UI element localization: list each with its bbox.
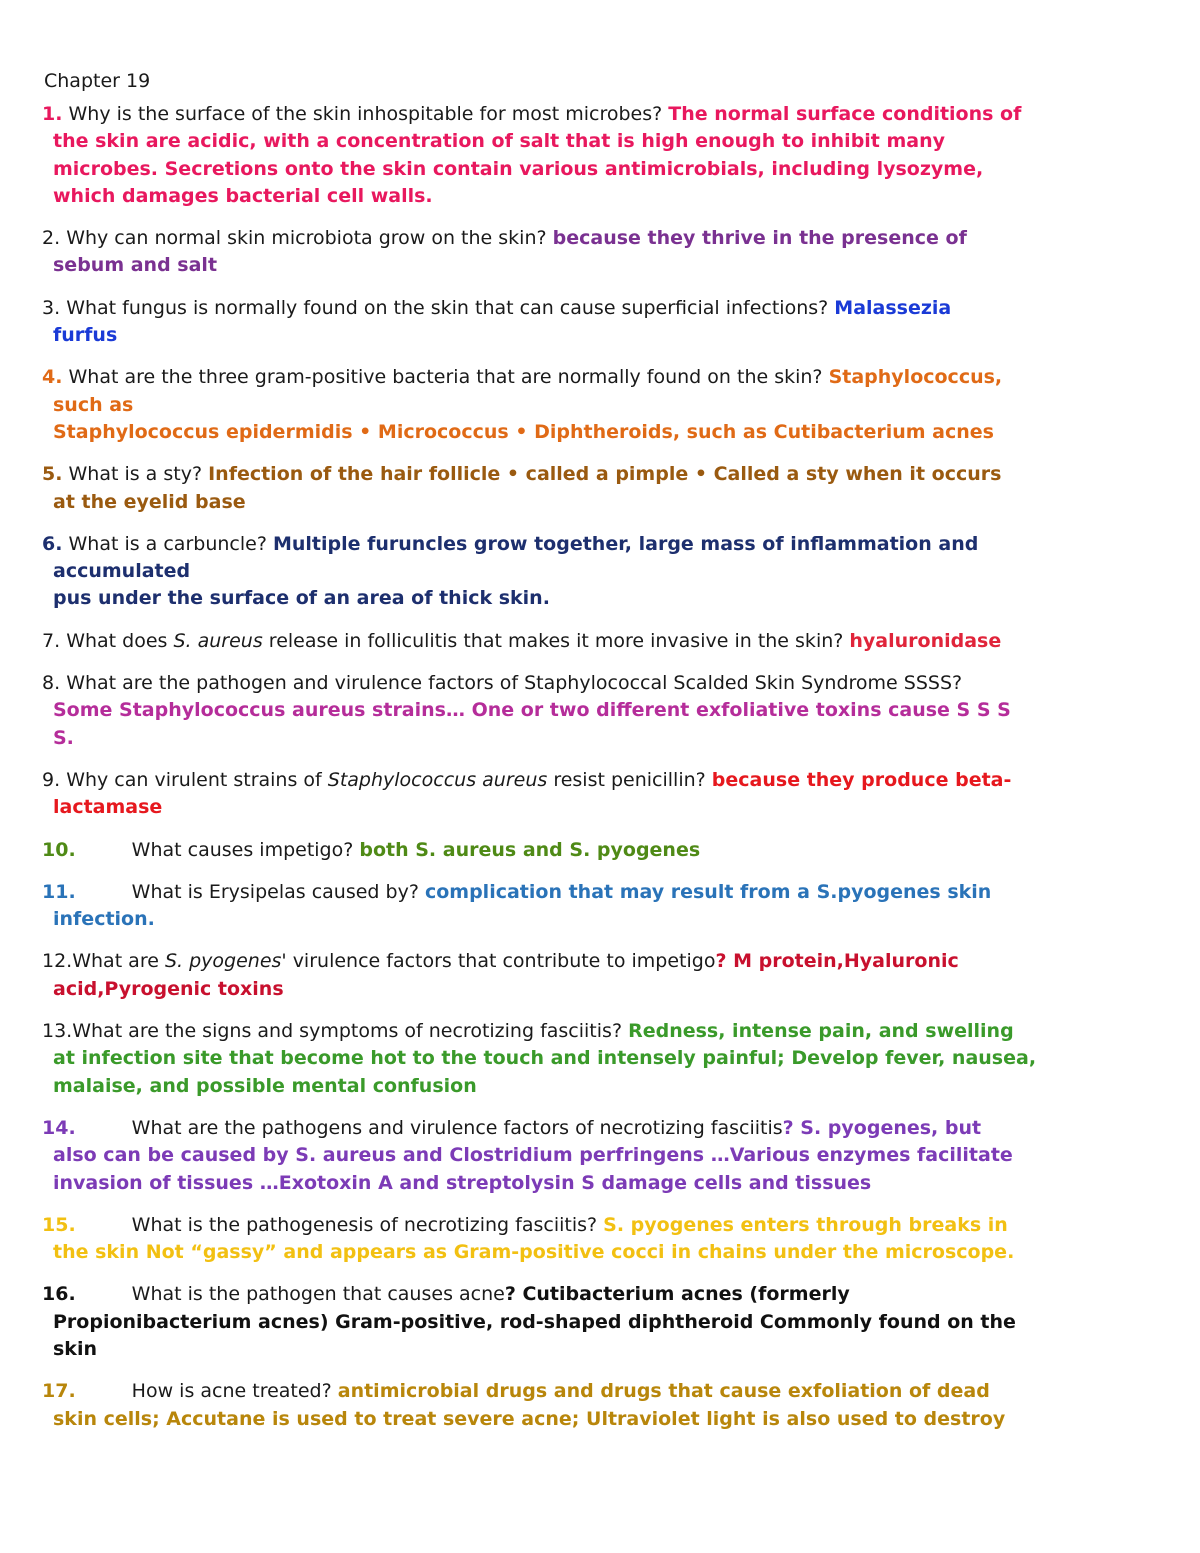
question-number: 7. bbox=[42, 629, 61, 652]
question-number: 13. bbox=[42, 1020, 73, 1043]
answer-line: Staphylococcus epidermidis • Micrococcus • Diphtheroids, such as Cutibacterium acnes bbox=[53, 420, 994, 443]
answer-line: furfus bbox=[53, 324, 118, 347]
question-17 bbox=[42, 1378, 1172, 1433]
question-14 bbox=[42, 1115, 1172, 1197]
question-4 bbox=[42, 364, 1172, 446]
answer-line: The normal surface conditions of bbox=[668, 103, 1022, 125]
question-text: What does bbox=[66, 629, 168, 652]
answer-line: both S. aureus and S. pyogenes bbox=[359, 838, 701, 861]
question-2 bbox=[42, 225, 1172, 280]
question-16 bbox=[42, 1281, 1172, 1363]
answer-line: ? Cutibacterium acnes (formerly bbox=[504, 1283, 850, 1306]
question-text: What is the pathogen that causes acne bbox=[131, 1283, 505, 1306]
answer-line: which damages bacterial cell walls. bbox=[53, 184, 433, 207]
answer-line: also can be caused by S. aureus and Clostridium perfringens …Various enzymes facilitate bbox=[53, 1144, 1013, 1167]
question-term: Staphylococcus aureus bbox=[327, 768, 548, 791]
question-text: What are bbox=[72, 950, 159, 973]
question-number: 11. bbox=[42, 880, 76, 903]
answer-line: lactamase bbox=[53, 796, 163, 819]
answer-line: malaise, and possible mental confusion bbox=[53, 1074, 477, 1097]
question-number: 2. bbox=[42, 227, 61, 250]
question-text: What are the pathogen and virulence factors of Staphylococcal Scalded Skin Syndrome SSSS? bbox=[66, 672, 963, 695]
question-10 bbox=[42, 837, 1172, 864]
question-3 bbox=[42, 295, 1172, 350]
question-5 bbox=[42, 461, 1172, 516]
question-text: What is a carbuncle? bbox=[68, 532, 267, 555]
question-number: 6. bbox=[42, 532, 63, 555]
answer-line: accumulated bbox=[53, 560, 191, 583]
question-text: What is Erysipelas caused by? bbox=[131, 880, 419, 903]
answer-line: sebum and salt bbox=[53, 254, 218, 277]
answer-line: antimicrobial drugs and drugs that cause exfoliation of dead bbox=[337, 1380, 990, 1403]
question-text: How is acne treated? bbox=[131, 1380, 332, 1403]
question-6 bbox=[42, 531, 1172, 613]
question-number: 9. bbox=[42, 768, 61, 791]
question-text: What are the three gram-positive bacteria that are normally found on the skin? bbox=[68, 366, 823, 389]
question-7 bbox=[42, 628, 1172, 655]
answer-line: pus under the surface of an area of thick skin. bbox=[53, 587, 550, 610]
question-15 bbox=[42, 1212, 1172, 1267]
question-8 bbox=[42, 670, 1172, 752]
answer-line: infection. bbox=[53, 908, 155, 931]
question-text: Why can virulent strains of bbox=[66, 768, 322, 791]
question-text: What are the signs and symptoms of necrotizing fasciitis? bbox=[72, 1020, 623, 1043]
answer-line: the skin Not “gassy” and appears as Gram-positive cocci in chains under the microscope. bbox=[53, 1241, 1015, 1264]
question-number: 12. bbox=[42, 950, 73, 973]
answer-line: because they produce beta- bbox=[711, 768, 1012, 791]
answer-line: hyaluronidase bbox=[849, 629, 1002, 652]
question-number: 8. bbox=[42, 672, 61, 695]
question-text: What are the pathogens and virulence factors of necrotizing fasciitis bbox=[131, 1116, 783, 1139]
question-text: What is the pathogenesis of necrotizing fasciitis? bbox=[131, 1213, 598, 1236]
question-13 bbox=[42, 1018, 1172, 1100]
question-text: What causes impetigo? bbox=[131, 838, 354, 861]
question-text: virulence factors that contribute to impetigo bbox=[292, 950, 716, 973]
document-page bbox=[42, 68, 1172, 1448]
answer-line: skin bbox=[53, 1337, 97, 1360]
answer-line: Multiple furuncles grow together, large mass of inflammation and bbox=[272, 532, 979, 555]
question-9 bbox=[42, 767, 1172, 822]
answer-line: microbes. Secretions onto the skin contain various antimicrobials, including lysozyme, bbox=[53, 157, 984, 180]
question-number: 10. bbox=[42, 838, 76, 861]
chapter-title: Chapter 19 bbox=[44, 70, 151, 92]
question-text: Why is the surface of the skin inhospitable for most microbes? bbox=[68, 103, 663, 125]
answer-line: at the eyelid base bbox=[53, 490, 246, 513]
answer-line: skin cells; Accutane is used to treat severe acne; Ultraviolet light is also used to destroy bbox=[53, 1407, 1006, 1430]
answer-line: acid,Pyrogenic toxins bbox=[53, 977, 284, 1000]
question-text: What is a sty? bbox=[68, 463, 203, 486]
question-text: Why can normal skin microbiota grow on the skin? bbox=[66, 227, 547, 250]
question-number: 16. bbox=[42, 1283, 76, 1306]
answer-line: Some Staphylococcus aureus strains… One or two different exfoliative toxins cause S S S bbox=[53, 699, 1011, 722]
question-text: resist penicillin? bbox=[553, 768, 706, 791]
answer-line: the skin are acidic, with a concentration of salt that is high enough to inhibit many bbox=[53, 130, 946, 153]
question-term: S. aureus bbox=[173, 629, 263, 652]
question-term: S. pyogenes' bbox=[164, 950, 287, 973]
answer-line: S. bbox=[53, 726, 74, 749]
question-number: 5. bbox=[42, 463, 63, 486]
question-number: 15. bbox=[42, 1213, 76, 1236]
answer-line: invasion of tissues …Exotoxin A and streptolysin S damage cells and tissues bbox=[53, 1171, 872, 1194]
question-text: release in folliculitis that makes it more invasive in the skin? bbox=[268, 629, 844, 652]
question-12 bbox=[42, 948, 1172, 1003]
answer-line: Propionibacterium acnes) Gram-positive, rod-shaped diphtheroid Commonly found on the bbox=[53, 1310, 1016, 1333]
answer-line: at infection site that become hot to the touch and intensely painful; Develop fever, nausea, bbox=[53, 1047, 1037, 1070]
question-1 bbox=[42, 101, 1172, 210]
answer-line: Redness, intense pain, and swelling bbox=[628, 1020, 1014, 1043]
question-text: What fungus is normally found on the skin that can cause superficial infections? bbox=[66, 296, 829, 319]
answer-line: such as bbox=[53, 393, 134, 416]
answer-line: ? S. pyogenes, but bbox=[782, 1116, 982, 1139]
answer-line: S. pyogenes enters through breaks in bbox=[603, 1213, 1008, 1236]
answer-line: Infection of the hair follicle • called a pimple • Called a sty when it occurs bbox=[208, 463, 1002, 486]
question-number: 14. bbox=[42, 1116, 76, 1139]
answer-line: Staphylococcus, bbox=[828, 366, 1003, 389]
question-number: 4. bbox=[42, 366, 63, 389]
answer-line: ? M protein,Hyaluronic bbox=[715, 950, 959, 973]
question-11 bbox=[42, 879, 1172, 934]
answer-line: Malassezia bbox=[834, 296, 952, 319]
answer-line: because they thrive in the presence of bbox=[552, 227, 967, 250]
question-number: 17. bbox=[42, 1380, 76, 1403]
question-number: 3. bbox=[42, 296, 61, 319]
answer-line: complication that may result from a S.pyogenes skin bbox=[424, 880, 992, 903]
question-number: 1. bbox=[42, 103, 63, 125]
